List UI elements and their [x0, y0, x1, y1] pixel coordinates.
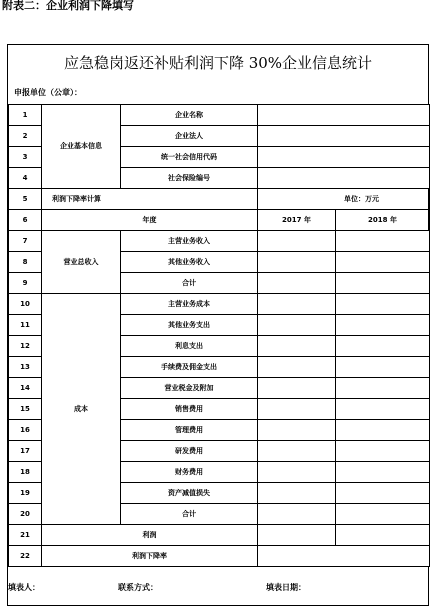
row-number: 21	[9, 525, 42, 546]
year-header: 年度	[42, 210, 258, 231]
row-number: 17	[9, 441, 42, 462]
value-cell-2017[interactable]	[258, 525, 336, 546]
value-cell-2018[interactable]	[336, 357, 430, 378]
table-row	[9, 210, 430, 231]
reporting-unit-label: 申报单位（公章）：	[14, 88, 82, 97]
row-number: 16	[9, 420, 42, 441]
item-label: 利息支出	[121, 336, 258, 357]
row-number: 15	[9, 399, 42, 420]
page-header: 附表二：企业利润下降填写	[2, 0, 134, 12]
item-label: 营业税金及附加	[121, 378, 258, 399]
item-label: 企业名称	[121, 105, 258, 126]
form-title: 应急稳岗返还补贴利润下降 30%企业信息统计	[63, 54, 373, 72]
table-row	[9, 105, 430, 126]
company-name-field[interactable]	[258, 105, 430, 126]
item-label: 研发费用	[121, 441, 258, 462]
value-cell-2017[interactable]	[258, 441, 336, 462]
profit-decline-rate-field[interactable]	[258, 546, 430, 567]
item-label: 社会保险编号	[121, 168, 258, 189]
value-cell-2018[interactable]	[336, 462, 430, 483]
row-number: 9	[9, 273, 42, 294]
row-number: 12	[9, 336, 42, 357]
fill-date-label: 填表日期：	[266, 583, 306, 592]
row-number: 18	[9, 462, 42, 483]
group-label-total-revenue: 营业总收入	[42, 231, 121, 294]
value-cell-2018[interactable]	[336, 252, 430, 273]
value-cell-2018[interactable]	[336, 294, 430, 315]
table-row	[9, 525, 430, 546]
row-number: 22	[9, 546, 42, 567]
item-label: 销售费用	[121, 399, 258, 420]
table-row	[9, 189, 430, 210]
group-label-cost: 成本	[42, 294, 121, 525]
item-label: 合计	[121, 273, 258, 294]
year-2018-header: 2018 年	[336, 210, 430, 231]
value-cell-2017[interactable]	[258, 483, 336, 504]
social-insurance-number-field[interactable]	[258, 168, 430, 189]
value-cell-2017[interactable]	[258, 420, 336, 441]
filler-label: 填表人：	[8, 583, 40, 592]
item-label: 企业法人	[121, 126, 258, 147]
legal-person-field[interactable]	[258, 126, 430, 147]
value-cell-2017[interactable]	[258, 231, 336, 252]
value-cell-2017[interactable]	[258, 357, 336, 378]
item-label: 利润	[42, 525, 258, 546]
row-number: 8	[9, 252, 42, 273]
value-cell-2018[interactable]	[336, 315, 430, 336]
item-label: 管理费用	[121, 420, 258, 441]
value-cell-2018[interactable]	[336, 504, 430, 525]
row-number: 4	[9, 168, 42, 189]
item-label: 统一社会信用代码	[121, 147, 258, 168]
row-number: 10	[9, 294, 42, 315]
form-footer	[8, 582, 428, 594]
value-cell-2017[interactable]	[258, 273, 336, 294]
value-cell-2017[interactable]	[258, 336, 336, 357]
value-cell-2018[interactable]	[336, 441, 430, 462]
value-cell-2018[interactable]	[336, 378, 430, 399]
item-label: 主营业务成本	[121, 294, 258, 315]
row-number: 20	[9, 504, 42, 525]
table-row	[9, 231, 430, 252]
value-cell-2017[interactable]	[258, 252, 336, 273]
row-number: 7	[9, 231, 42, 252]
profit-decline-calc-label: 利润下降率计算	[42, 189, 258, 210]
contact-label: 联系方式：	[118, 583, 158, 592]
value-cell-2018[interactable]	[336, 420, 430, 441]
value-cell-2018[interactable]	[336, 231, 430, 252]
table-row	[9, 294, 430, 315]
row-number: 13	[9, 357, 42, 378]
item-label: 手续费及佣金支出	[121, 357, 258, 378]
value-cell-2017[interactable]	[258, 315, 336, 336]
year-2017-header: 2017 年	[258, 210, 336, 231]
value-cell-2018[interactable]	[336, 525, 430, 546]
unit-label: 单位：万元	[258, 189, 430, 210]
credit-code-field[interactable]	[258, 147, 430, 168]
item-label: 利润下降率	[42, 546, 258, 567]
row-number: 2	[9, 126, 42, 147]
value-cell-2017[interactable]	[258, 399, 336, 420]
item-label: 资产减值损失	[121, 483, 258, 504]
item-label: 主营业务收入	[121, 231, 258, 252]
value-cell-2017[interactable]	[258, 294, 336, 315]
item-label: 其他业务支出	[121, 315, 258, 336]
value-cell-2018[interactable]	[336, 336, 430, 357]
group-label-basic-info: 企业基本信息	[42, 105, 121, 189]
value-cell-2018[interactable]	[336, 483, 430, 504]
row-number: 6	[9, 210, 42, 231]
table-row	[9, 546, 430, 567]
item-label: 合计	[121, 504, 258, 525]
statistics-table	[8, 104, 430, 567]
item-label: 其他业务收入	[121, 252, 258, 273]
row-number: 11	[9, 315, 42, 336]
row-number: 5	[9, 189, 42, 210]
value-cell-2018[interactable]	[336, 399, 430, 420]
value-cell-2017[interactable]	[258, 378, 336, 399]
row-number: 1	[9, 105, 42, 126]
value-cell-2017[interactable]	[258, 504, 336, 525]
value-cell-2018[interactable]	[336, 273, 430, 294]
row-number: 3	[9, 147, 42, 168]
row-number: 19	[9, 483, 42, 504]
value-cell-2017[interactable]	[258, 462, 336, 483]
row-number: 14	[9, 378, 42, 399]
item-label: 财务费用	[121, 462, 258, 483]
